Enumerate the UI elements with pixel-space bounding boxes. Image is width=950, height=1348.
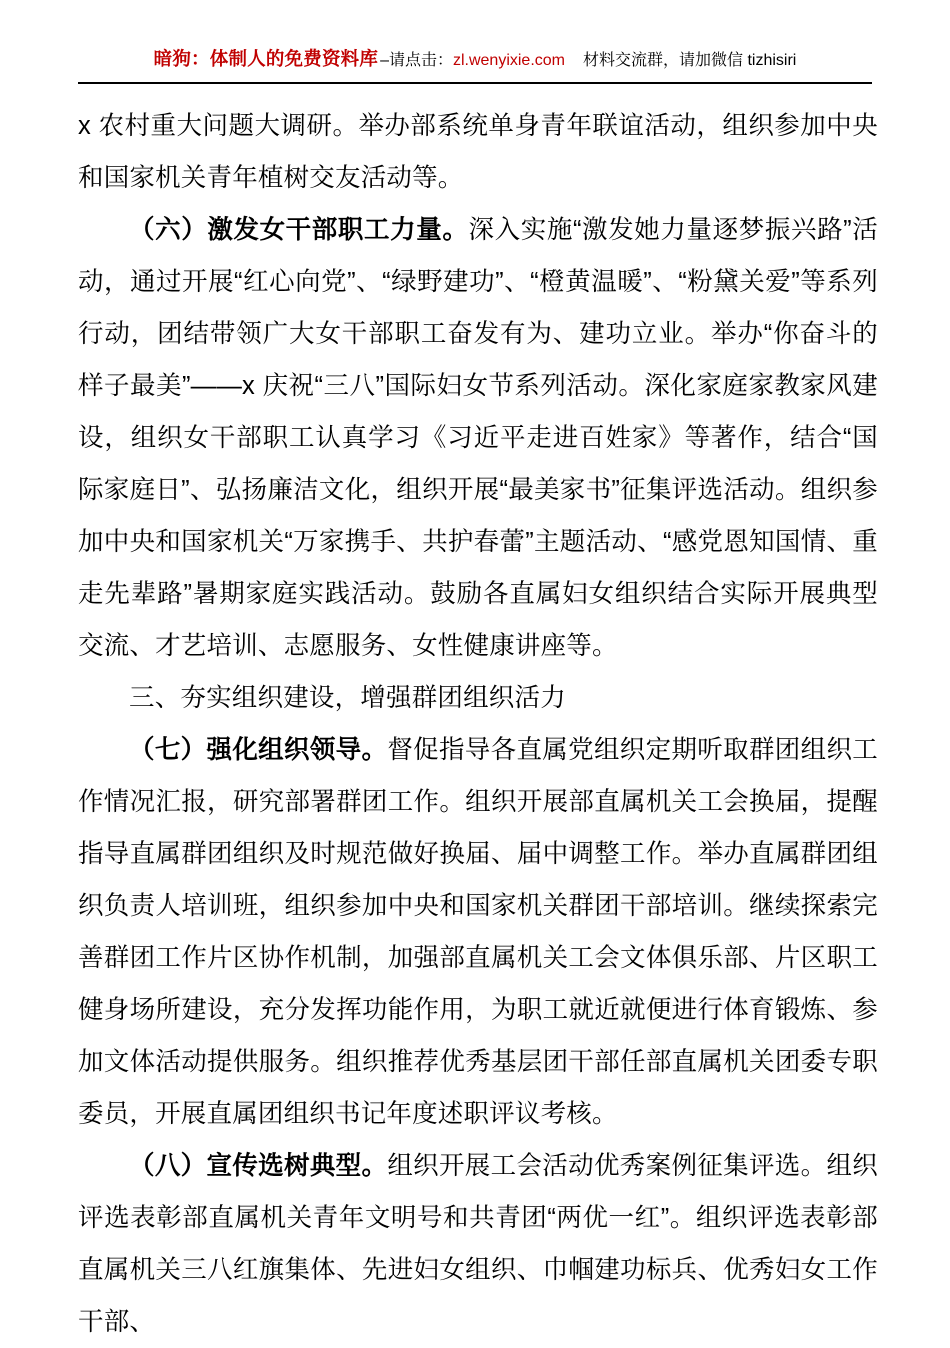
paragraph-text: 组织开展工会活动优秀案例征集评选。组织评选表彰部直属机关青年文明号和共青团“两优一红”。组织评选表彰部直属机关三八红旗集体、先进妇女组织、巾帼建功标兵、优秀妇女工作干部、 [78, 1152, 878, 1336]
document-body [78, 100, 878, 1348]
paragraph-section-seven [78, 724, 878, 1140]
paragraph-heading-three [78, 672, 878, 724]
paragraph-continuation [78, 100, 878, 204]
header-brand-label: 暗狗：体制人的免费资料库 [153, 48, 379, 69]
section-heading-seven: （七）强化组织领导。 [129, 736, 388, 764]
section-heading-eight: （八）宣传选树典型。 [129, 1152, 388, 1180]
paragraph-section-six [78, 204, 878, 672]
paragraph-section-eight [78, 1140, 878, 1348]
header-text-group [154, 48, 797, 70]
paragraph-text: x 农村重大问题大调研。举办部系统单身青年联谊活动，组织参加中央和国家机关青年植树交友活动等。 [78, 112, 878, 192]
header-click-label: –请点击： [380, 52, 453, 69]
header-wechat-label: 材料交流群，请加微信 tizhisiri [583, 52, 797, 69]
section-heading-six: （六）激发女干部职工力量。 [129, 216, 469, 244]
header-site-link[interactable]: zl.wenyixie.com [452, 52, 565, 69]
header-divider [78, 82, 872, 84]
paragraph-text: 深入实施“激发她力量逐梦振兴路”活动，通过开展“红心向党”、“绿野建功”、“橙黄温暖”、“粉黛关爱”等系列行动，团结带领广大女干部职工奋发有为、建功立业。举办“你奋斗的样子最美”——x 庆祝“三八”国际妇女节系列活动。深化家庭家教家风建设，组织女干部职工认真学习《习近平走进百姓家》等著作，结合“国际家庭日”、弘扬廉洁文化，组织开展“最美家书”征集评选活动。组织参加中央和国家机关“万家携手、共护春蕾”主题活动、“感党恩知国情、重走先辈路”暑期家庭实践活动。鼓励各直属妇女组织结合实际开展典型交流、才艺培训、志愿服务、女性健康讲座等。 [78, 216, 878, 660]
section-heading-three: 三、夯实组织建设，增强群团组织活力 [129, 684, 566, 712]
paragraph-text: 督促指导各直属党组织定期听取群团组织工作情况汇报，研究部署群团工作。组织开展部直属机关工会换届，提醒指导直属群团组织及时规范做好换届、届中调整工作。举办直属群团组织负责人培训班，组织参加中央和国家机关群团干部培训。继续探索完善群团工作片区协作机制，加强部直属机关工会文体俱乐部、片区职工健身场所建设，充分发挥功能作用，为职工就近就便进行体育锻炼、参加文体活动提供服务。组织推荐优秀基层团干部任部直属机关团委专职委员，开展直属团组织书记年度述职评议考核。 [78, 736, 878, 1128]
